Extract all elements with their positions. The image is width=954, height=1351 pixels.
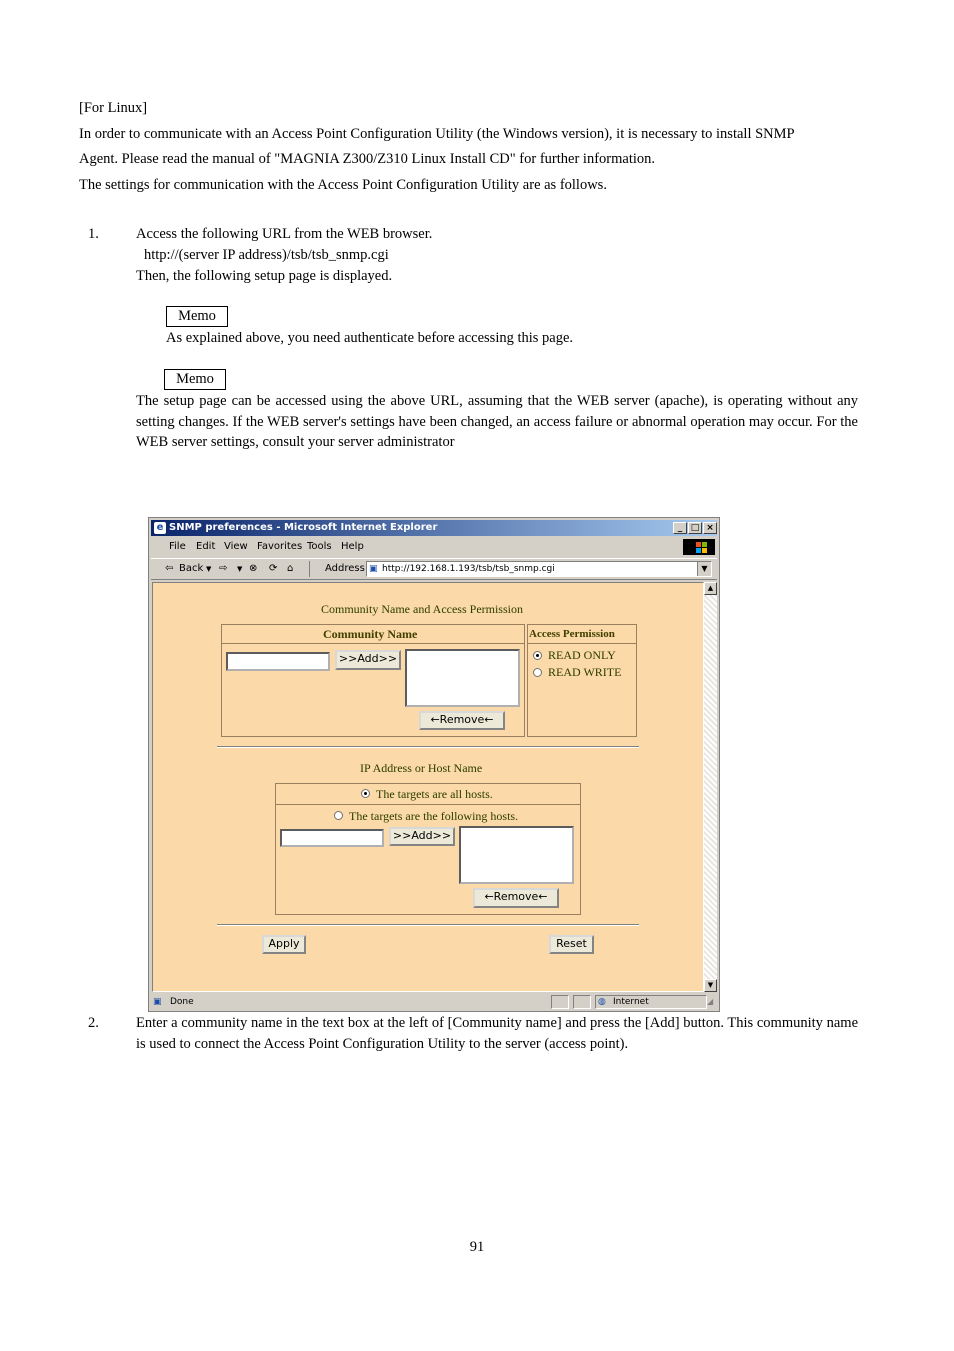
toolbar-divider: [309, 561, 310, 577]
host-list[interactable]: [459, 826, 574, 884]
vertical-scrollbar[interactable]: [704, 582, 717, 992]
step-1-then: Then, the following setup page is displayed.: [136, 268, 393, 284]
windows-logo-icon: [683, 539, 715, 555]
step-2-text: Enter a community name in the text box at the left of [Community name] and press the [Add] button. This community name is used to connect the Access Point Configuration Utility to the server (access point).: [136, 1015, 858, 1052]
reset-button[interactable]: Reset: [549, 935, 594, 954]
step-2-number: 2.: [88, 1015, 99, 1031]
globe-icon: ◍: [598, 997, 606, 1007]
address-dropdown-icon[interactable]: ▼: [697, 562, 711, 576]
back-button[interactable]: Back: [179, 563, 204, 574]
page-number: 91: [469, 1239, 485, 1255]
intro-line-2: Agent. Please read the manual of "MAGNIA Z300/Z310 Linux Install CD" for further information.: [79, 151, 655, 167]
add-community-button[interactable]: >>Add>>: [335, 650, 401, 670]
ie-logo-icon: e: [154, 522, 166, 534]
menu-tools[interactable]: Tools: [307, 541, 332, 552]
step-1-number: 1.: [88, 226, 99, 242]
back-arrow-icon: ⇦: [165, 563, 174, 574]
address-label: Address: [325, 563, 365, 574]
minimize-button[interactable]: _: [673, 522, 687, 534]
memo-1-label: Memo: [166, 306, 228, 327]
menu-favorites[interactable]: Favorites: [257, 541, 303, 552]
community-section-title: Community Name and Access Permission: [321, 602, 523, 616]
remove-community-button[interactable]: ←Remove←: [419, 711, 505, 730]
menu-view[interactable]: View: [224, 541, 248, 552]
community-name-header: Community Name: [323, 627, 418, 641]
status-panel: [551, 995, 569, 1009]
memo-2-text: The setup page can be accessed using the above URL, assuming that the WEB server (apache), is operating without any setting changes. If the WEB server's settings have been changed, an access failure or abnormal operation may occur. For the WEB server settings, consult your server administrator: [136, 393, 858, 450]
window-title: SNMP preferences - Microsoft Internet Explorer: [169, 522, 438, 533]
page-content: [152, 582, 704, 992]
section-divider-2: [217, 924, 639, 926]
maximize-button[interactable]: □: [688, 522, 702, 534]
memo-1-text: As explained above, you need authenticate before accessing this page.: [166, 330, 574, 346]
forward-dropdown-icon[interactable]: ▼: [237, 565, 243, 573]
toolbar: [151, 558, 717, 580]
read-write-label: READ WRITE: [548, 665, 622, 679]
intro-line-3: The settings for communication with the Access Point Configuration Utility are as follows.: [79, 177, 607, 193]
step-1-url: http://(server IP address)/tsb/tsb_snmp.cgi: [144, 247, 389, 263]
all-hosts-radio[interactable]: [361, 789, 370, 798]
title-bar: [151, 520, 717, 536]
menu-edit[interactable]: Edit: [196, 541, 216, 552]
community-name-input[interactable]: [226, 652, 330, 671]
menu-help[interactable]: Help: [341, 541, 364, 552]
scroll-down-icon[interactable]: ▼: [704, 979, 717, 992]
section-divider-1: [217, 746, 639, 748]
page-icon: ▣: [369, 564, 378, 574]
intro-line-1: In order to communicate with an Access Point Configuration Utility (the Windows version), it is necessary to install SNMP: [79, 126, 795, 142]
following-hosts-radio[interactable]: [334, 811, 343, 820]
address-url: http://192.168.1.193/tsb/tsb_snmp.cgi: [382, 564, 555, 574]
home-icon[interactable]: ⌂: [287, 563, 294, 574]
refresh-icon[interactable]: ⟳: [269, 563, 278, 574]
all-hosts-label: The targets are all hosts.: [376, 787, 493, 801]
status-bar: [151, 994, 717, 1010]
browser-window: [148, 517, 720, 1012]
add-host-button[interactable]: >>Add>>: [389, 827, 455, 846]
section-heading: [For Linux]: [79, 100, 148, 116]
host-input[interactable]: [280, 829, 384, 847]
access-permission-header: Access Permission: [529, 628, 615, 640]
memo-2-label: Memo: [164, 369, 226, 390]
menu-bar: [151, 538, 717, 556]
back-dropdown-icon[interactable]: ▼: [206, 565, 212, 573]
zone-text: Internet: [613, 997, 649, 1007]
step-1-text: Access the following URL from the WEB browser.: [136, 226, 433, 242]
remove-host-button[interactable]: ←Remove←: [473, 888, 559, 908]
stop-icon[interactable]: ⊗: [249, 563, 258, 574]
menu-file[interactable]: File: [169, 541, 186, 552]
read-only-radio[interactable]: [533, 651, 542, 660]
read-only-label: READ ONLY: [548, 648, 616, 662]
ip-section-title: IP Address or Host Name: [360, 761, 483, 775]
forward-icon[interactable]: ⇨: [219, 563, 228, 574]
apply-button[interactable]: Apply: [262, 935, 306, 954]
zone-panel: [595, 995, 707, 1009]
status-text: Done: [170, 997, 194, 1007]
community-list[interactable]: [405, 649, 520, 707]
status-panel: [573, 995, 591, 1009]
read-write-radio[interactable]: [533, 668, 542, 677]
done-page-icon: ▣: [153, 997, 162, 1007]
following-hosts-label: The targets are the following hosts.: [349, 809, 519, 823]
scroll-up-icon[interactable]: ▲: [704, 582, 717, 595]
close-button[interactable]: ×: [703, 522, 717, 534]
address-bar[interactable]: [366, 561, 712, 577]
resize-grip-icon[interactable]: ◢: [707, 997, 714, 1006]
